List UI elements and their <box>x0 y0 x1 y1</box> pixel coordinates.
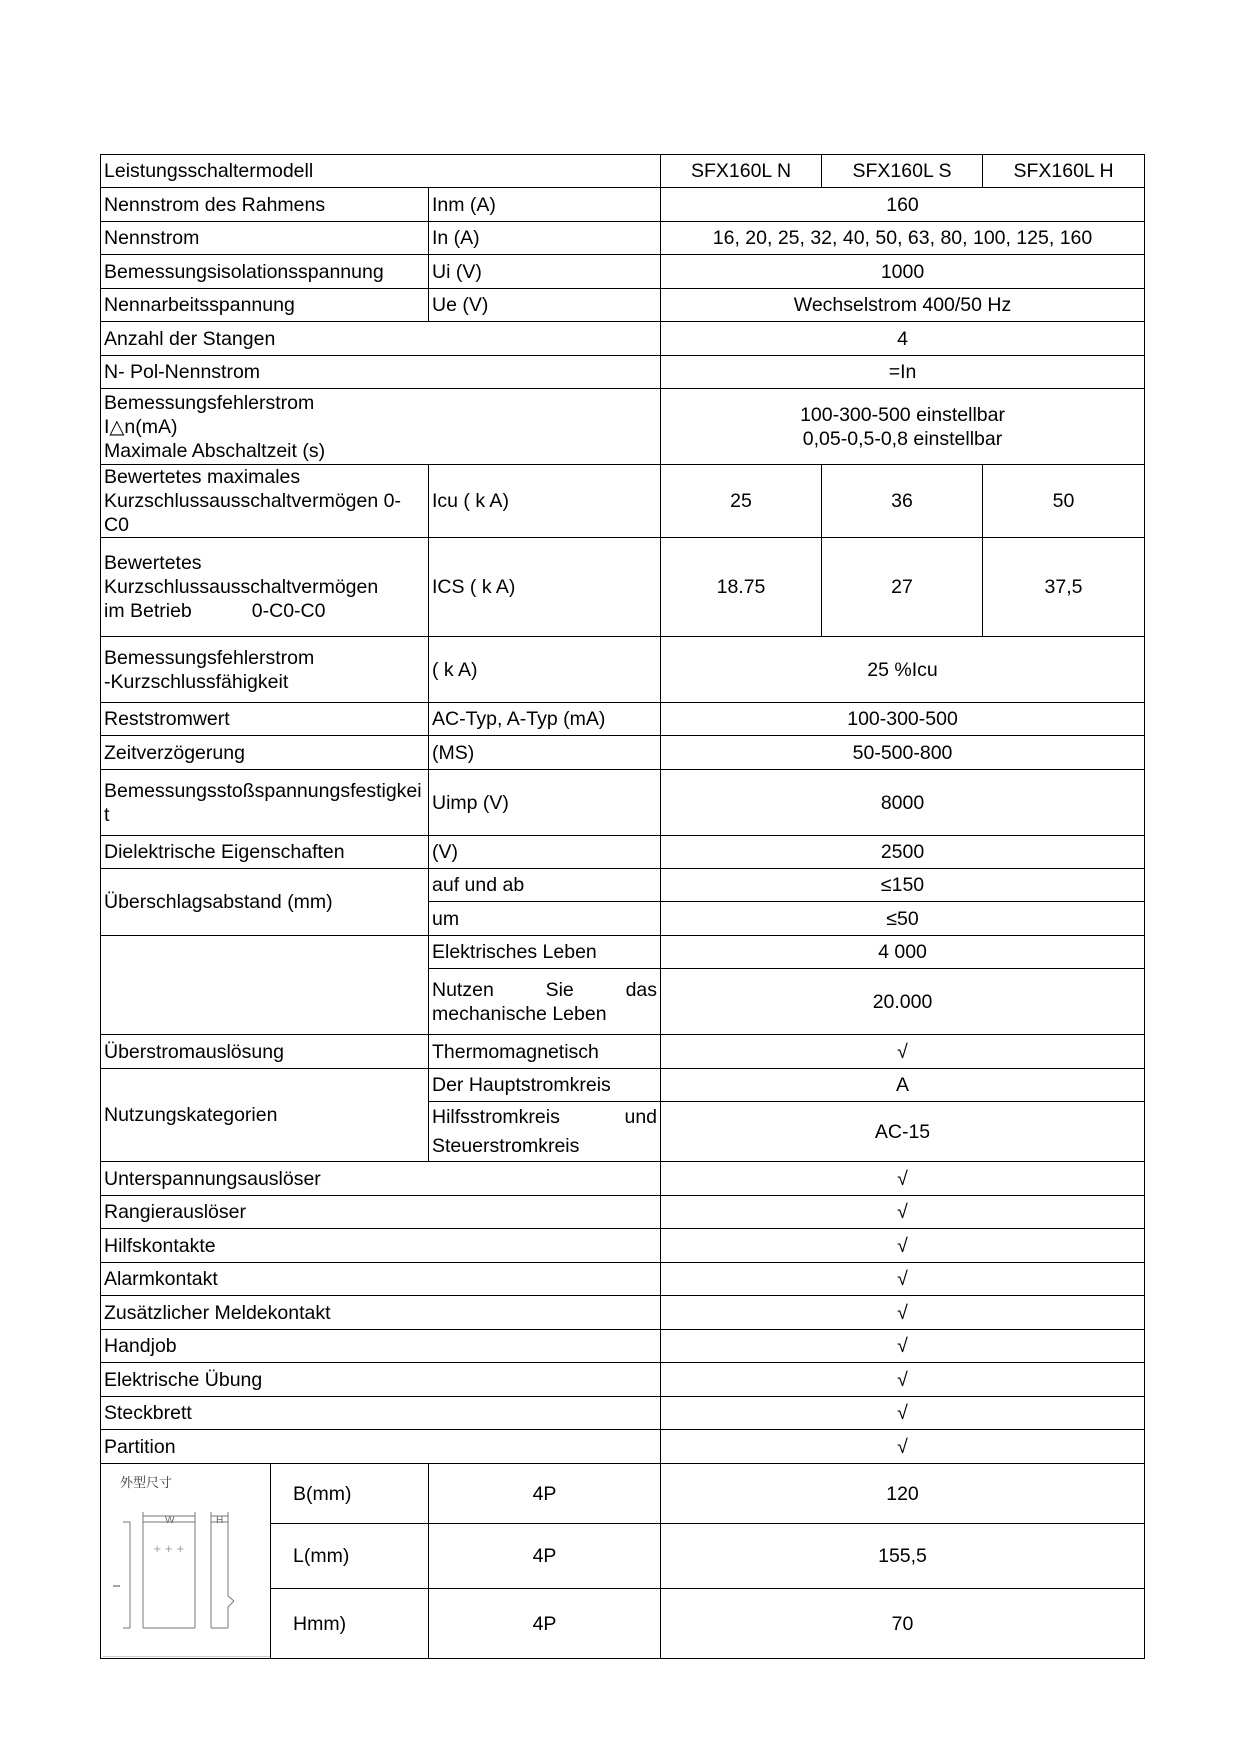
row-label: N- Pol-Nennstrom <box>101 356 661 389</box>
row-unit: auf und ab <box>429 869 661 902</box>
check-mark: √ <box>661 1263 1145 1296</box>
label-line: -Kurzschlussfähigkeit <box>104 670 289 693</box>
row-value: 20.000 <box>661 969 1145 1035</box>
label-line: Bemessungsfehlerstrom <box>104 646 315 669</box>
table-row <box>101 836 1145 869</box>
row-value: 36 <box>822 465 983 538</box>
table-row <box>101 155 1145 188</box>
table-row <box>101 1330 1145 1363</box>
row-label: Anzahl der Stangen <box>101 322 661 356</box>
label-line: Kurzschlussausschaltvermögen 0-C0 <box>104 490 401 536</box>
unit-line: mechanische Leben <box>432 1002 607 1025</box>
row-value: 50-500-800 <box>661 736 1145 770</box>
row-label: Unterspannungsauslöser <box>101 1162 661 1196</box>
row-label <box>101 538 429 637</box>
row-label: Überstromauslösung <box>101 1035 429 1069</box>
table-row <box>101 1263 1145 1296</box>
row-label: Partition <box>101 1430 661 1464</box>
row-value: 160 <box>661 188 1145 222</box>
row-unit: Icu ( k A) <box>429 465 661 538</box>
table-row <box>101 1069 1145 1102</box>
row-label <box>101 465 429 538</box>
table-row <box>101 356 1145 389</box>
drawing-w-label: W <box>165 1515 175 1526</box>
row-label: Zusätzlicher Meldekontakt <box>101 1296 661 1330</box>
label-part: 0-C0-C0 <box>251 600 326 622</box>
row-unit: ICS ( k A) <box>429 538 661 637</box>
table-row <box>101 1397 1145 1430</box>
row-label: Hilfskontakte <box>101 1229 661 1263</box>
row-label: Handjob <box>101 1330 661 1363</box>
row-label: Nennstrom des Rahmens <box>101 188 429 222</box>
breaker-outline-icon <box>103 1468 271 1656</box>
check-mark: √ <box>661 1330 1145 1363</box>
row-value: =In <box>661 356 1145 389</box>
table-row <box>101 770 1145 836</box>
row-unit: Elektrisches Leben <box>429 936 661 969</box>
row-label: Rangierauslöser <box>101 1196 661 1229</box>
row-unit: In (A) <box>429 222 661 255</box>
check-mark: √ <box>661 1363 1145 1397</box>
row-unit: Inm (A) <box>429 188 661 222</box>
label-line: Kurzschlussausschaltvermögen <box>104 576 379 598</box>
table-row <box>101 465 1145 538</box>
drawing-h-label: H <box>216 1515 224 1526</box>
table-row <box>101 1430 1145 1464</box>
table-row <box>101 188 1145 222</box>
row-value: 4 000 <box>661 936 1145 969</box>
row-label: Bemessungsisolationsspannung <box>101 255 429 289</box>
row-unit: (V) <box>429 836 661 869</box>
value-line: 0,05-0,5-0,8 einstellbar <box>802 427 1003 450</box>
row-value: √ <box>661 1035 1145 1069</box>
row-unit: Der Hauptstromkreis <box>429 1069 661 1102</box>
label-part: im Betrieb <box>104 600 192 622</box>
row-label: Zeitverzögerung <box>101 736 429 770</box>
dimension-label: B(mm) <box>271 1464 429 1524</box>
dimension-drawing-cell <box>101 1464 271 1659</box>
row-value: 2500 <box>661 836 1145 869</box>
table-row <box>101 289 1145 322</box>
row-unit <box>429 1102 661 1162</box>
table-row <box>101 1464 1145 1524</box>
row-value: 50 <box>983 465 1145 538</box>
table-row <box>101 1229 1145 1263</box>
row-value: 8000 <box>661 770 1145 836</box>
row-label <box>101 637 429 703</box>
table-row <box>101 322 1145 356</box>
table-row <box>101 703 1145 736</box>
dimension-value: 120 <box>661 1464 1145 1524</box>
table-row <box>101 1363 1145 1397</box>
dimension-poles: 4P <box>429 1524 661 1589</box>
drawing-title: 外型尺寸 <box>120 1476 173 1491</box>
unit-line: Steuerstromkreis <box>432 1134 580 1157</box>
row-label <box>101 389 661 465</box>
row-value: 4 <box>661 322 1145 356</box>
dimension-value: 155,5 <box>661 1524 1145 1589</box>
svg-text:+ + +: + + + <box>153 1544 185 1555</box>
label-line: I△n(mA) <box>104 415 178 438</box>
row-label: Elektrische Übung <box>101 1363 661 1397</box>
model-s: SFX160L S <box>822 155 983 188</box>
row-value: ≤150 <box>661 869 1145 902</box>
table-row <box>101 1035 1145 1069</box>
row-unit: Ue (V) <box>429 289 661 322</box>
model-h: SFX160L H <box>983 155 1145 188</box>
row-unit: Uimp (V) <box>429 770 661 836</box>
spec-table <box>100 154 1145 1659</box>
label-line <box>104 599 425 623</box>
check-mark: √ <box>661 1397 1145 1430</box>
label-line: t <box>104 803 110 826</box>
row-value: 37,5 <box>983 538 1145 637</box>
row-unit: Ui (V) <box>429 255 661 289</box>
label-line: Bemessungsstoßspannungsfestigkei <box>104 779 422 802</box>
table-row <box>101 637 1145 703</box>
dimension-drawing <box>103 1468 271 1657</box>
row-value: Wechselstrom 400/50 Hz <box>661 289 1145 322</box>
table-row <box>101 538 1145 637</box>
unit-line: Nutzen Sie das <box>432 978 658 1001</box>
row-unit: Thermomagnetisch <box>429 1035 661 1069</box>
row-label-empty <box>101 936 429 1035</box>
unit-line: Hilfsstromkreis und <box>432 1105 658 1128</box>
header-label: Leistungsschaltermodell <box>101 155 661 188</box>
row-value: 16, 20, 25, 32, 40, 50, 63, 80, 100, 125, 160 <box>661 222 1145 255</box>
row-value: 18.75 <box>661 538 822 637</box>
row-unit <box>429 969 661 1035</box>
row-label: Nutzungskategorien <box>101 1069 429 1162</box>
row-value: 100-300-500 <box>661 703 1145 736</box>
row-value: 27 <box>822 538 983 637</box>
row-unit: AC-Typ, A-Typ (mA) <box>429 703 661 736</box>
table-row <box>101 1296 1145 1330</box>
dimension-label: L(mm) <box>271 1524 429 1589</box>
table-row <box>101 869 1145 902</box>
check-mark: √ <box>661 1430 1145 1464</box>
table-row <box>101 736 1145 770</box>
row-unit: (MS) <box>429 736 661 770</box>
row-value: 25 <box>661 465 822 538</box>
dimension-poles: 4P <box>429 1464 661 1524</box>
row-value: AC-15 <box>661 1102 1145 1162</box>
check-mark: √ <box>661 1162 1145 1196</box>
row-label: Alarmkontakt <box>101 1263 661 1296</box>
label-line: Maximale Abschaltzeit (s) <box>104 439 326 462</box>
row-value <box>661 389 1145 465</box>
row-label: Reststromwert <box>101 703 429 736</box>
table-row <box>101 1162 1145 1196</box>
dimension-label: Hmm) <box>271 1589 429 1659</box>
value-line: 100-300-500 einstellbar <box>800 403 1005 426</box>
table-row <box>101 389 1145 465</box>
row-unit: um <box>429 902 661 936</box>
row-value: 1000 <box>661 255 1145 289</box>
row-label: Nennstrom <box>101 222 429 255</box>
label-line: Bewertetes <box>104 552 202 574</box>
row-label: Nennarbeitsspannung <box>101 289 429 322</box>
dimension-poles: 4P <box>429 1589 661 1659</box>
dimension-value: 70 <box>661 1589 1145 1659</box>
row-label: Steckbrett <box>101 1397 661 1430</box>
row-value: 25 %Icu <box>661 637 1145 703</box>
table-row <box>101 1196 1145 1229</box>
row-label: Dielektrische Eigenschaften <box>101 836 429 869</box>
table-row <box>101 936 1145 969</box>
row-value: A <box>661 1069 1145 1102</box>
check-mark: √ <box>661 1196 1145 1229</box>
label-line: Bewertetes maximales <box>104 466 301 488</box>
label-line: Bemessungsfehlerstrom <box>104 391 315 414</box>
row-unit: ( k A) <box>429 637 661 703</box>
row-label: Überschlagsabstand (mm) <box>101 869 429 936</box>
table-row <box>101 222 1145 255</box>
check-mark: √ <box>661 1229 1145 1263</box>
check-mark: √ <box>661 1296 1145 1330</box>
row-label <box>101 770 429 836</box>
model-n: SFX160L N <box>661 155 822 188</box>
row-value: ≤50 <box>661 902 1145 936</box>
table-row <box>101 255 1145 289</box>
